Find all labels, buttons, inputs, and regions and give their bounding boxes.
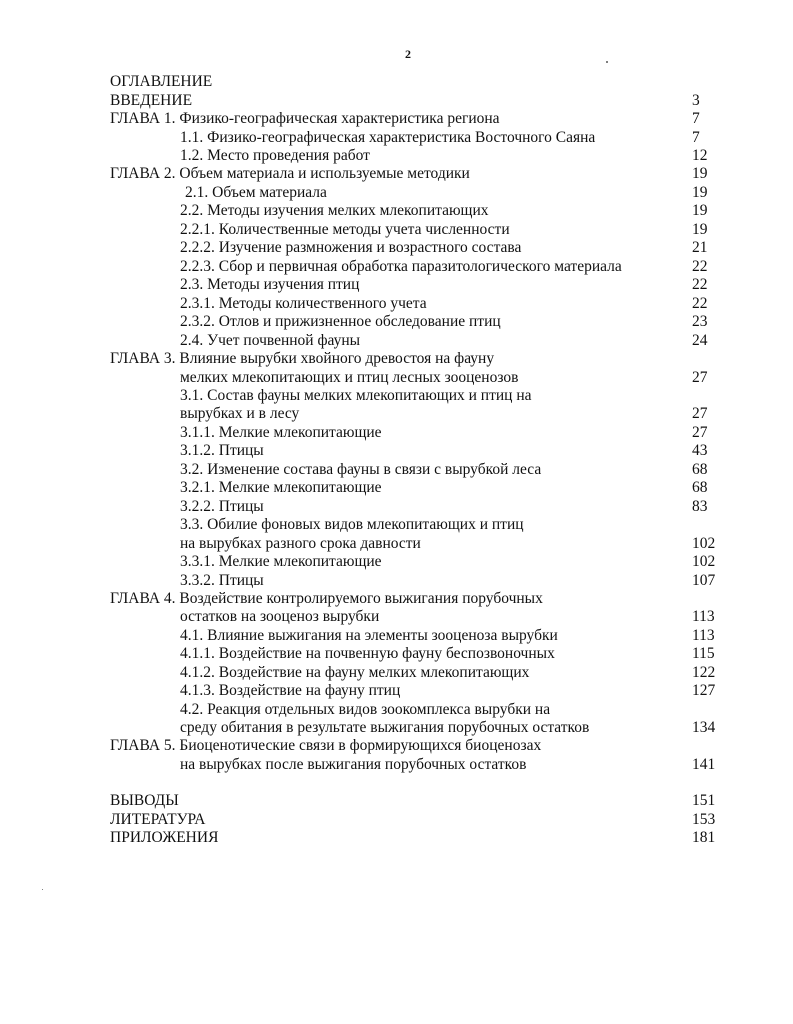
toc-entry-appendices[interactable] <box>0 829 793 847</box>
toc-entry-page: 22 <box>692 276 708 293</box>
toc-entry-title: 4.2. Реакция отдельных видов зоокомплекса вырубки на <box>180 701 551 718</box>
toc-entry-title: 4.1. Влияние выжигания на элементы зооценоза вырубки <box>180 627 558 644</box>
toc-entry-3-3-2[interactable] <box>0 572 793 590</box>
toc-entry-3-3-1[interactable] <box>0 553 793 571</box>
toc-entry-page: 19 <box>692 165 708 182</box>
toc-entry-title: 3.3.2. Птицы <box>180 572 264 589</box>
toc-entry-title: на вырубках после выжигания порубочных остатков <box>180 756 527 773</box>
toc-entry-title: мелких млекопитающих и птиц лесных зооценозов <box>180 369 519 386</box>
toc-entry-page: 22 <box>692 295 708 312</box>
toc-entry-page: 7 <box>692 129 700 146</box>
toc-entry-3-3-cont[interactable] <box>0 535 793 553</box>
toc-entry-title: 3.1. Состав фауны мелких млекопитающих и птиц на <box>180 387 532 404</box>
toc-entry-page: 24 <box>692 332 708 349</box>
toc-entry-2-3-1[interactable] <box>0 295 793 313</box>
toc-entry-2-3-2[interactable] <box>0 313 793 331</box>
toc-entry-2-1[interactable] <box>0 184 793 202</box>
toc-entry-page: 141 <box>692 756 716 773</box>
toc-entry-title: остатков на зооценоз вырубки <box>180 608 380 625</box>
toc-entry-title: 4.1.2. Воздействие на фауну мелких млекопитающих <box>180 664 530 681</box>
page-number: 2 <box>405 47 411 61</box>
toc-entry-page: 27 <box>692 424 708 441</box>
toc-entry-page: 115 <box>692 645 715 662</box>
toc-entry-title: 2.2.3. Сбор и первичная обработка паразитологического материала <box>180 258 622 275</box>
toc-entry-2-2[interactable] <box>0 202 793 220</box>
toc-entry-page: 102 <box>692 535 716 552</box>
toc-heading <box>0 73 793 91</box>
toc-entry-title: ВЫВОДЫ <box>110 792 179 809</box>
toc-entry-page: 12 <box>692 147 708 164</box>
toc-entry-2-2-1[interactable] <box>0 221 793 239</box>
toc-entry-4-2[interactable] <box>0 701 793 719</box>
toc-entry-title: 1.2. Место проведения работ <box>180 147 370 164</box>
toc-entry-title: 2.3. Методы изучения птиц <box>180 276 360 293</box>
toc-entry-page: 113 <box>692 608 715 625</box>
toc-entry-title: 3.1.1. Мелкие млекопитающие <box>180 424 382 441</box>
toc-entry-title: 1.1. Физико-географическая характеристика Восточного Саяна <box>180 129 596 146</box>
toc-entry-3-1-1[interactable] <box>0 424 793 442</box>
toc-entry-title: среду обитания в результате выжигания порубочных остатков <box>180 719 590 736</box>
toc-entry-introduction[interactable] <box>0 92 793 110</box>
toc-entry-title: ГЛАВА 3. Влияние вырубки хвойного древостоя на фауну <box>110 350 495 367</box>
toc-entry-chapter-5[interactable] <box>0 737 793 755</box>
toc-entry-page: 21 <box>692 239 708 256</box>
toc-entry-page: 27 <box>692 405 708 422</box>
toc-entry-3-3[interactable] <box>0 516 793 534</box>
toc-entry-page: 113 <box>692 627 715 644</box>
toc-entry-page: 127 <box>692 682 716 699</box>
toc-entry-3-1[interactable] <box>0 387 793 405</box>
toc-entry-2-2-3[interactable] <box>0 258 793 276</box>
toc-entry-page: 68 <box>692 479 708 496</box>
toc-entry-page: 134 <box>692 719 716 736</box>
toc-entry-title: 4.1.1. Воздействие на почвенную фауну беспозвоночных <box>180 645 555 662</box>
toc-entry-4-1-1[interactable] <box>0 645 793 663</box>
toc-entry-title: ВВЕДЕНИЕ <box>110 92 193 109</box>
toc-entry-chapter-5-cont[interactable] <box>0 756 793 774</box>
toc-entry-title: ГЛАВА 1. Физико-географическая характеристика региона <box>110 110 500 127</box>
toc-entry-title: ЛИТЕРАТУРА <box>110 811 206 828</box>
toc-entry-4-2-cont[interactable] <box>0 719 793 737</box>
toc-entry-title: 2.2.1. Количественные методы учета численности <box>180 221 510 238</box>
toc-entry-title: 3.1.2. Птицы <box>180 442 264 459</box>
toc-entry-3-2-2[interactable] <box>0 498 793 516</box>
toc-entry-chapter-1[interactable] <box>0 110 793 128</box>
toc-entry-title: вырубках и в лесу <box>180 405 300 422</box>
toc-entry-chapter-2[interactable] <box>0 165 793 183</box>
toc-entry-page: 151 <box>692 792 716 809</box>
toc-entry-1-2[interactable] <box>0 147 793 165</box>
toc-entry-4-1-2[interactable] <box>0 664 793 682</box>
toc-entry-chapter-3-cont[interactable] <box>0 369 793 387</box>
toc-entry-page: 107 <box>692 572 716 589</box>
toc-entry-chapter-4-cont[interactable] <box>0 608 793 626</box>
scan-speck <box>42 889 43 890</box>
toc-entry-3-1-cont[interactable] <box>0 405 793 423</box>
toc-entry-title: 2.3.2. Отлов и прижизненное обследование птиц <box>180 313 501 330</box>
toc-entry-literature[interactable] <box>0 811 793 829</box>
toc-entry-page: 27 <box>692 369 708 386</box>
toc-entry-title: 3.3.1. Мелкие млекопитающие <box>180 553 382 570</box>
toc-entry-3-2[interactable] <box>0 461 793 479</box>
toc-entry-page: 23 <box>692 313 708 330</box>
toc-entry-title: 3.2. Изменение состава фауны в связи с вырубкой леса <box>180 461 542 478</box>
toc-entry-title: ГЛАВА 4. Воздействие контролируемого выжигания порубочных <box>110 590 543 607</box>
toc-entry-2-4[interactable] <box>0 332 793 350</box>
toc-entry-title: ГЛАВА 5. Биоценотические связи в формирующихся биоценозах <box>110 737 542 754</box>
toc-entry-title: 2.2.2. Изучение размножения и возрастного состава <box>180 239 522 256</box>
toc-entry-title: 2.2. Методы изучения мелких млекопитающих <box>180 202 489 219</box>
toc-entry-page: 153 <box>692 811 716 828</box>
toc-entry-title: 4.1.3. Воздействие на фауну птиц <box>180 682 401 699</box>
toc-entry-page: 19 <box>692 221 708 238</box>
toc-entry-title: ГЛАВА 2. Объем материала и используемые методики <box>110 165 470 182</box>
toc-entry-3-1-2[interactable] <box>0 442 793 460</box>
toc-entry-title: 3.3. Обилие фоновых видов млекопитающих и птиц <box>180 516 524 533</box>
toc-entry-title: ПРИЛОЖЕНИЯ <box>110 829 219 846</box>
toc-entry-page: 19 <box>692 202 708 219</box>
toc-entry-page: 22 <box>692 258 708 275</box>
toc-entry-3-2-1[interactable] <box>0 479 793 497</box>
toc-entry-chapter-4[interactable] <box>0 590 793 608</box>
toc-entry-4-1[interactable] <box>0 627 793 645</box>
toc-entry-2-3[interactable] <box>0 276 793 294</box>
toc-entry-page: 43 <box>692 442 708 459</box>
toc-entry-1-1[interactable] <box>0 129 793 147</box>
toc-entry-4-1-3[interactable] <box>0 682 793 700</box>
toc-entry-page: 83 <box>692 498 708 515</box>
toc-entry-title: 2.4. Учет почвенной фауны <box>180 332 361 349</box>
toc-entry-title: 3.2.2. Птицы <box>180 498 264 515</box>
toc-entry-conclusions[interactable] <box>0 792 793 810</box>
toc-heading-text: ОГЛАВЛЕНИЕ <box>110 73 213 90</box>
toc-entry-page: 122 <box>692 664 716 681</box>
toc-entry-chapter-3[interactable] <box>0 350 793 368</box>
toc-entry-page: 102 <box>692 553 716 570</box>
scan-speck <box>606 61 608 63</box>
toc-entry-title: 2.3.1. Методы количественного учета <box>180 295 427 312</box>
toc-entry-2-2-2[interactable] <box>0 239 793 257</box>
toc-entry-title: на вырубках разного срока давности <box>180 535 421 552</box>
toc-entry-title: 2.1. Объем материала <box>185 184 327 201</box>
toc-entry-title: 3.2.1. Мелкие млекопитающие <box>180 479 382 496</box>
toc-entry-page: 181 <box>692 829 716 846</box>
toc-entry-page: 19 <box>692 184 708 201</box>
toc-entry-page: 68 <box>692 461 708 478</box>
toc-entry-page: 7 <box>692 110 700 127</box>
toc-entry-page: 3 <box>692 92 700 109</box>
